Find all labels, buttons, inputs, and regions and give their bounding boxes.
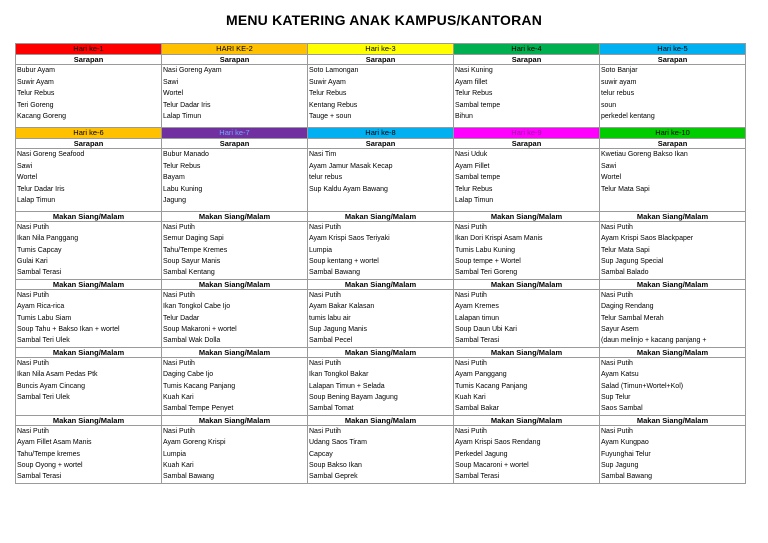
- menu-item: Tumis Kacang Panjang: [455, 382, 528, 390]
- menu-cell: [161, 64, 308, 128]
- menu-item: Tumis Labu Kuning: [455, 246, 516, 254]
- menu-item: Nasi Uduk: [455, 151, 488, 158]
- menu-item: Capcay: [309, 450, 333, 458]
- makan-block: [15, 279, 750, 347]
- menu-item: Wortel: [17, 174, 38, 182]
- menu-item: Telur Dadar: [163, 314, 200, 322]
- menu-item: Lalap Timun: [17, 197, 56, 205]
- menu-cell: [453, 357, 600, 416]
- menu-item: Kuah Kari: [163, 393, 194, 401]
- menu-item: Perkedel Jagung: [455, 450, 508, 458]
- menu-item: Sambal Teri Goreng: [455, 269, 518, 277]
- menu-item: Lumpia: [163, 450, 186, 458]
- day-header: Hari ke-10: [599, 127, 746, 139]
- menu-cell: [307, 357, 454, 416]
- menu-item: Tauge + soun: [309, 113, 352, 121]
- menu-item: Ikan Tongkol Cabe Ijo: [163, 303, 231, 311]
- menu-item: Sambal Geprek: [309, 473, 358, 481]
- section-label: Makan Siang/Malam: [161, 415, 308, 426]
- menu-cell: [453, 289, 600, 348]
- menu-item: Nasi Putih: [601, 224, 633, 231]
- section-label: Makan Siang/Malam: [307, 279, 454, 290]
- makan-block: [15, 211, 750, 279]
- menu-item: Lalapan Timun + Selada: [309, 382, 385, 390]
- menu-item: Buncis Ayam Cincang: [17, 382, 85, 390]
- menu-item: Nasi Putih: [17, 360, 49, 367]
- section-label: Makan Siang/Malam: [453, 211, 600, 222]
- menu-cell: [599, 289, 746, 348]
- menu-cell: [15, 425, 162, 484]
- section-label: Makan Siang/Malam: [453, 279, 600, 290]
- makan-block: [15, 415, 750, 483]
- menu-item: Sawi: [163, 78, 179, 86]
- menu-cell: [15, 148, 162, 212]
- menu-item: Soup Sayur Manis: [163, 257, 221, 265]
- menu-item: Ayam Krispi Saos Blackpaper: [601, 235, 694, 243]
- menu-item: Ikan Dori Krispi Asam Manis: [455, 235, 543, 243]
- menu-item: Nasi Putih: [163, 292, 195, 299]
- menu-item: Nasi Goreng Ayam: [163, 67, 222, 74]
- menu-item: Nasi Putih: [455, 224, 487, 231]
- menu-item: Ayam Krispi Saos Teriyaki: [309, 235, 390, 243]
- menu-item: Soup Tahu + Bakso Ikan + wortel: [17, 325, 120, 333]
- menu-item: Ikan Tongkol Bakar: [309, 371, 369, 379]
- menu-item: Sambal Bawang: [163, 473, 214, 481]
- section-label: Makan Siang/Malam: [453, 415, 600, 426]
- menu-cell: [599, 425, 746, 484]
- menu-item: Nasi Putih: [163, 360, 195, 367]
- menu-item: Ikan Nila Asam Pedas Ptk: [17, 371, 98, 379]
- menu-item: Ayam Bakar Kalasan: [309, 303, 375, 311]
- menu-cell: [15, 221, 162, 280]
- menu-item: Nasi Putih: [309, 224, 341, 231]
- menu-item: Nasi Putih: [601, 360, 633, 367]
- menu-item: Sup Jagung Special: [601, 257, 664, 265]
- section-label: Makan Siang/Malam: [307, 415, 454, 426]
- menu-item: Sambal Balado: [601, 269, 649, 277]
- menu-item: Ayam Fillet: [455, 162, 490, 170]
- day-header: Hari ke-9: [453, 127, 600, 139]
- menu-item: Sup Jagung Manis: [309, 325, 367, 333]
- menu-cell: [453, 64, 600, 128]
- menu-cell: [599, 148, 746, 212]
- day-header: Hari ke-8: [307, 127, 454, 139]
- menu-item: Lalap Timun: [455, 197, 494, 205]
- menu-cell: [161, 221, 308, 280]
- menu-cell: [599, 64, 746, 128]
- menu-item: Sambal Terasi: [455, 337, 500, 345]
- menu-item: Tumis Capcay: [17, 246, 62, 254]
- section-label: Sarapan: [161, 54, 308, 65]
- section-label: Makan Siang/Malam: [161, 279, 308, 290]
- week2-day-headers: [15, 127, 750, 138]
- menu-item: [17, 403, 161, 414]
- menu-item: Telur Mata Sapi: [601, 246, 650, 254]
- section-label: Sarapan: [15, 54, 162, 65]
- menu-item: Sawi: [17, 162, 33, 170]
- menu-cell: [307, 221, 454, 280]
- day-header: HARI KE-2: [161, 43, 308, 55]
- menu-table: [15, 43, 750, 483]
- menu-item: Fuyunghai Telur: [601, 450, 651, 458]
- section-label: Sarapan: [599, 138, 746, 149]
- menu-item: Soto Banjar: [601, 67, 638, 74]
- section-label: Makan Siang/Malam: [161, 211, 308, 222]
- menu-item: Daging Cabe Ijo: [163, 371, 214, 379]
- menu-item: Bayam: [163, 174, 185, 182]
- menu-item: Suwir Ayam: [309, 78, 346, 86]
- section-label: Makan Siang/Malam: [161, 347, 308, 358]
- menu-item: Soup Daun Ubi Kari: [455, 325, 517, 333]
- menu-item: Telur Rebus: [163, 162, 201, 170]
- menu-item: perkedel kentang: [601, 113, 655, 121]
- menu-item: Nasi Putih: [309, 428, 341, 435]
- menu-item: Lumpia: [309, 246, 332, 254]
- week1-sarapan-row: [15, 64, 750, 127]
- menu-item: Ayam Fillet Asam Manis: [17, 439, 92, 447]
- menu-item: Lalapan timun: [455, 314, 499, 322]
- week1-section-labels: [15, 54, 750, 64]
- menu-item: Ayam Kungpao: [601, 439, 649, 447]
- section-label: Sarapan: [599, 54, 746, 65]
- menu-item: Nasi Kuning: [455, 67, 493, 74]
- section-label: Makan Siang/Malam: [15, 211, 162, 222]
- menu-item: Soup Makaroni + wortel: [163, 325, 237, 333]
- menu-item: Sambal Terasi: [17, 269, 62, 277]
- menu-item: Ayam fillet: [455, 78, 488, 86]
- section-label: Makan Siang/Malam: [15, 347, 162, 358]
- menu-item: Tumis Labu Siam: [17, 314, 72, 322]
- menu-cell: [15, 64, 162, 128]
- section-label: Makan Siang/Malam: [599, 211, 746, 222]
- menu-item: Sambal tempe: [455, 101, 501, 109]
- menu-item: Daging Rendang: [601, 303, 654, 311]
- day-header: Hari ke-1: [15, 43, 162, 55]
- menu-item: Nasi Putih: [309, 360, 341, 367]
- makan-section-labels: [15, 279, 750, 289]
- makan-row: [15, 357, 750, 415]
- menu-item: Soto Lamongan: [309, 67, 359, 74]
- makan-section-labels: [15, 211, 750, 221]
- menu-item: Nasi Putih: [455, 360, 487, 367]
- menu-item: Nasi Putih: [309, 292, 341, 299]
- menu-item: Udang Saos Tiram: [309, 439, 367, 447]
- section-label: Makan Siang/Malam: [307, 211, 454, 222]
- day-header: Hari ke-7: [161, 127, 308, 139]
- menu-cell: [453, 425, 600, 484]
- menu-item: Tahu/Tempe Kremes: [163, 246, 228, 254]
- menu-item: Soup kentang + wortel: [309, 257, 379, 265]
- menu-item: Tumis Kacang Panjang: [163, 382, 236, 390]
- menu-item: Ikan Nila Panggang: [17, 235, 79, 243]
- menu-item: Sambal Pecel: [309, 337, 353, 345]
- menu-cell: [307, 64, 454, 128]
- menu-item: Sup Jagung: [601, 461, 639, 469]
- menu-item: Nasi Putih: [455, 292, 487, 299]
- menu-item: Kacang Goreng: [17, 113, 67, 121]
- menu-item: Telur Rebus: [17, 90, 55, 98]
- menu-cell: [307, 289, 454, 348]
- menu-item: Suwir Ayam: [17, 78, 54, 86]
- menu-item: telur rebus: [309, 174, 343, 182]
- menu-item: Soup Bening Bayam Jagung: [309, 393, 398, 401]
- menu-item: Ayam Panggang: [455, 371, 507, 379]
- menu-item: Sup Telur: [601, 393, 631, 401]
- menu-item: Ayam Katsu: [601, 371, 639, 379]
- menu-item: Sambal tempe: [455, 174, 501, 182]
- menu-item: Nasi Putih: [601, 292, 633, 299]
- menu-item: [601, 195, 745, 207]
- menu-item: Sambal Tomat: [309, 405, 354, 413]
- section-label: Sarapan: [161, 138, 308, 149]
- makan-row: [15, 289, 750, 347]
- section-label: Makan Siang/Malam: [599, 347, 746, 358]
- menu-item: soun: [601, 101, 617, 109]
- menu-item: Telur Sambal Merah: [601, 314, 664, 322]
- menu-item: Teri Goreng: [17, 101, 54, 109]
- menu-item: Sambal Teri Ulek: [17, 393, 70, 401]
- menu-item: suwir ayam: [601, 78, 637, 86]
- menu-item: Soup Macaroni + wortel: [455, 461, 529, 469]
- week1-day-headers: [15, 43, 750, 54]
- menu-item: Ayam Rica-rica: [17, 303, 65, 311]
- menu-cell: [161, 425, 308, 484]
- menu-item: Nasi Putih: [163, 428, 195, 435]
- menu-item: Gulai Kari: [17, 257, 48, 265]
- menu-item: Telur Rebus: [309, 90, 347, 98]
- menu-cell: [599, 221, 746, 280]
- menu-cell: [15, 357, 162, 416]
- menu-item: Kuah Kari: [163, 461, 194, 469]
- section-label: Makan Siang/Malam: [15, 415, 162, 426]
- menu-item: Sambal Terasi: [17, 473, 62, 481]
- day-header: Hari ke-5: [599, 43, 746, 55]
- menu-item: Kuah Kari: [455, 393, 486, 401]
- menu-item: Saos Sambal: [601, 405, 643, 413]
- menu-item: Nasi Putih: [17, 292, 49, 299]
- section-label: Makan Siang/Malam: [307, 347, 454, 358]
- makan-blocks: [15, 211, 750, 483]
- menu-item: telur rebus: [601, 90, 635, 98]
- menu-item: Sambal Tempe Penyet: [163, 405, 234, 413]
- menu-cell: [307, 148, 454, 212]
- menu-item: Kwetiau Goreng Bakso Ikan: [601, 151, 688, 158]
- week2-section-labels: [15, 138, 750, 148]
- menu-cell: [161, 148, 308, 212]
- menu-item: Telur Mata Sapi: [601, 185, 650, 193]
- menu-item: Sambal Teri Ulek: [17, 337, 70, 345]
- menu-item: (daun melinjo + kacang panjang +: [601, 337, 707, 345]
- section-label: Sarapan: [307, 138, 454, 149]
- menu-item: Nasi Putih: [455, 428, 487, 435]
- menu-item: Telur Dadar Iris: [17, 185, 65, 193]
- day-header: Hari ke-3: [307, 43, 454, 55]
- menu-item: Labu Kuning: [163, 185, 203, 193]
- page-title: MENU KATERING ANAK KAMPUS/KANTORAN: [225, 12, 543, 28]
- menu-item: Sambal Kentang: [163, 269, 215, 277]
- section-label: Sarapan: [307, 54, 454, 65]
- menu-item: Telur Dadar Iris: [163, 101, 211, 109]
- menu-item: Salad (Timun+Wortel+Kol): [601, 382, 684, 390]
- menu-item: Lalap Timun: [163, 113, 202, 121]
- makan-section-labels: [15, 347, 750, 357]
- section-label: Makan Siang/Malam: [15, 279, 162, 290]
- menu-item: Nasi Putih: [17, 428, 49, 435]
- makan-row: [15, 425, 750, 483]
- menu-item: Ayam Krispi Saos Rendang: [455, 439, 541, 447]
- makan-row: [15, 221, 750, 279]
- menu-item: Wortel: [601, 174, 622, 182]
- week2-sarapan-row: [15, 148, 750, 211]
- menu-item: Ayam Goreng Krispi: [163, 439, 226, 447]
- menu-item: Tahu/Tempe kremes: [17, 450, 81, 458]
- menu-cell: [453, 148, 600, 212]
- menu-item: Bihun: [455, 113, 473, 121]
- section-label: Sarapan: [453, 54, 600, 65]
- menu-item: Nasi Putih: [17, 224, 49, 231]
- day-header: Hari ke-4: [453, 43, 600, 55]
- day-header: Hari ke-6: [15, 127, 162, 139]
- menu-item: Ayam Kremes: [455, 303, 499, 311]
- section-label: Makan Siang/Malam: [599, 279, 746, 290]
- menu-cell: [307, 425, 454, 484]
- menu-item: Soup Bakso Ikan: [309, 461, 362, 469]
- menu-item: Sambal Bakar: [455, 405, 499, 413]
- menu-cell: [15, 289, 162, 348]
- menu-item: Soup Oyong + wortel: [17, 461, 83, 469]
- menu-item: Semur Daging Sapi: [163, 235, 224, 243]
- menu-item: Bubur Ayam: [17, 67, 56, 74]
- menu-item: Sambal Bawang: [309, 269, 360, 277]
- menu-item: Telur Rebus: [455, 90, 493, 98]
- menu-item: Nasi Goreng Seafood: [17, 151, 85, 158]
- menu-item: Nasi Putih: [601, 428, 633, 435]
- menu-item: Sup Kaldu Ayam Bawang: [309, 185, 388, 193]
- menu-item: Telur Rebus: [455, 185, 493, 193]
- section-label: Sarapan: [15, 138, 162, 149]
- menu-item: Ayam Jamur Masak Kecap: [309, 162, 393, 170]
- section-label: Sarapan: [453, 138, 600, 149]
- menu-item: [309, 195, 453, 207]
- menu-item: Sawi: [601, 162, 617, 170]
- menu-item: Bubur Manado: [163, 151, 209, 158]
- menu-cell: [599, 357, 746, 416]
- menu-item: Sambal Wak Dolla: [163, 337, 221, 345]
- menu-item: Sayur Asem: [601, 325, 639, 333]
- menu-item: Jagung: [163, 197, 186, 205]
- menu-item: tumis labu air: [309, 314, 351, 322]
- menu-item: Nasi Putih: [163, 224, 195, 231]
- menu-cell: [161, 357, 308, 416]
- menu-item: Nasi Tim: [309, 151, 337, 158]
- menu-item: Sambal Bawang: [601, 473, 652, 481]
- menu-item: Kentang Rebus: [309, 101, 358, 109]
- makan-section-labels: [15, 415, 750, 425]
- menu-item: Soup tempe + Wortel: [455, 257, 521, 265]
- section-label: Makan Siang/Malam: [453, 347, 600, 358]
- menu-cell: [453, 221, 600, 280]
- section-label: Makan Siang/Malam: [599, 415, 746, 426]
- menu-item: Wortel: [163, 90, 184, 98]
- menu-cell: [161, 289, 308, 348]
- menu-item: Sambal Terasi: [455, 473, 500, 481]
- makan-block: [15, 347, 750, 415]
